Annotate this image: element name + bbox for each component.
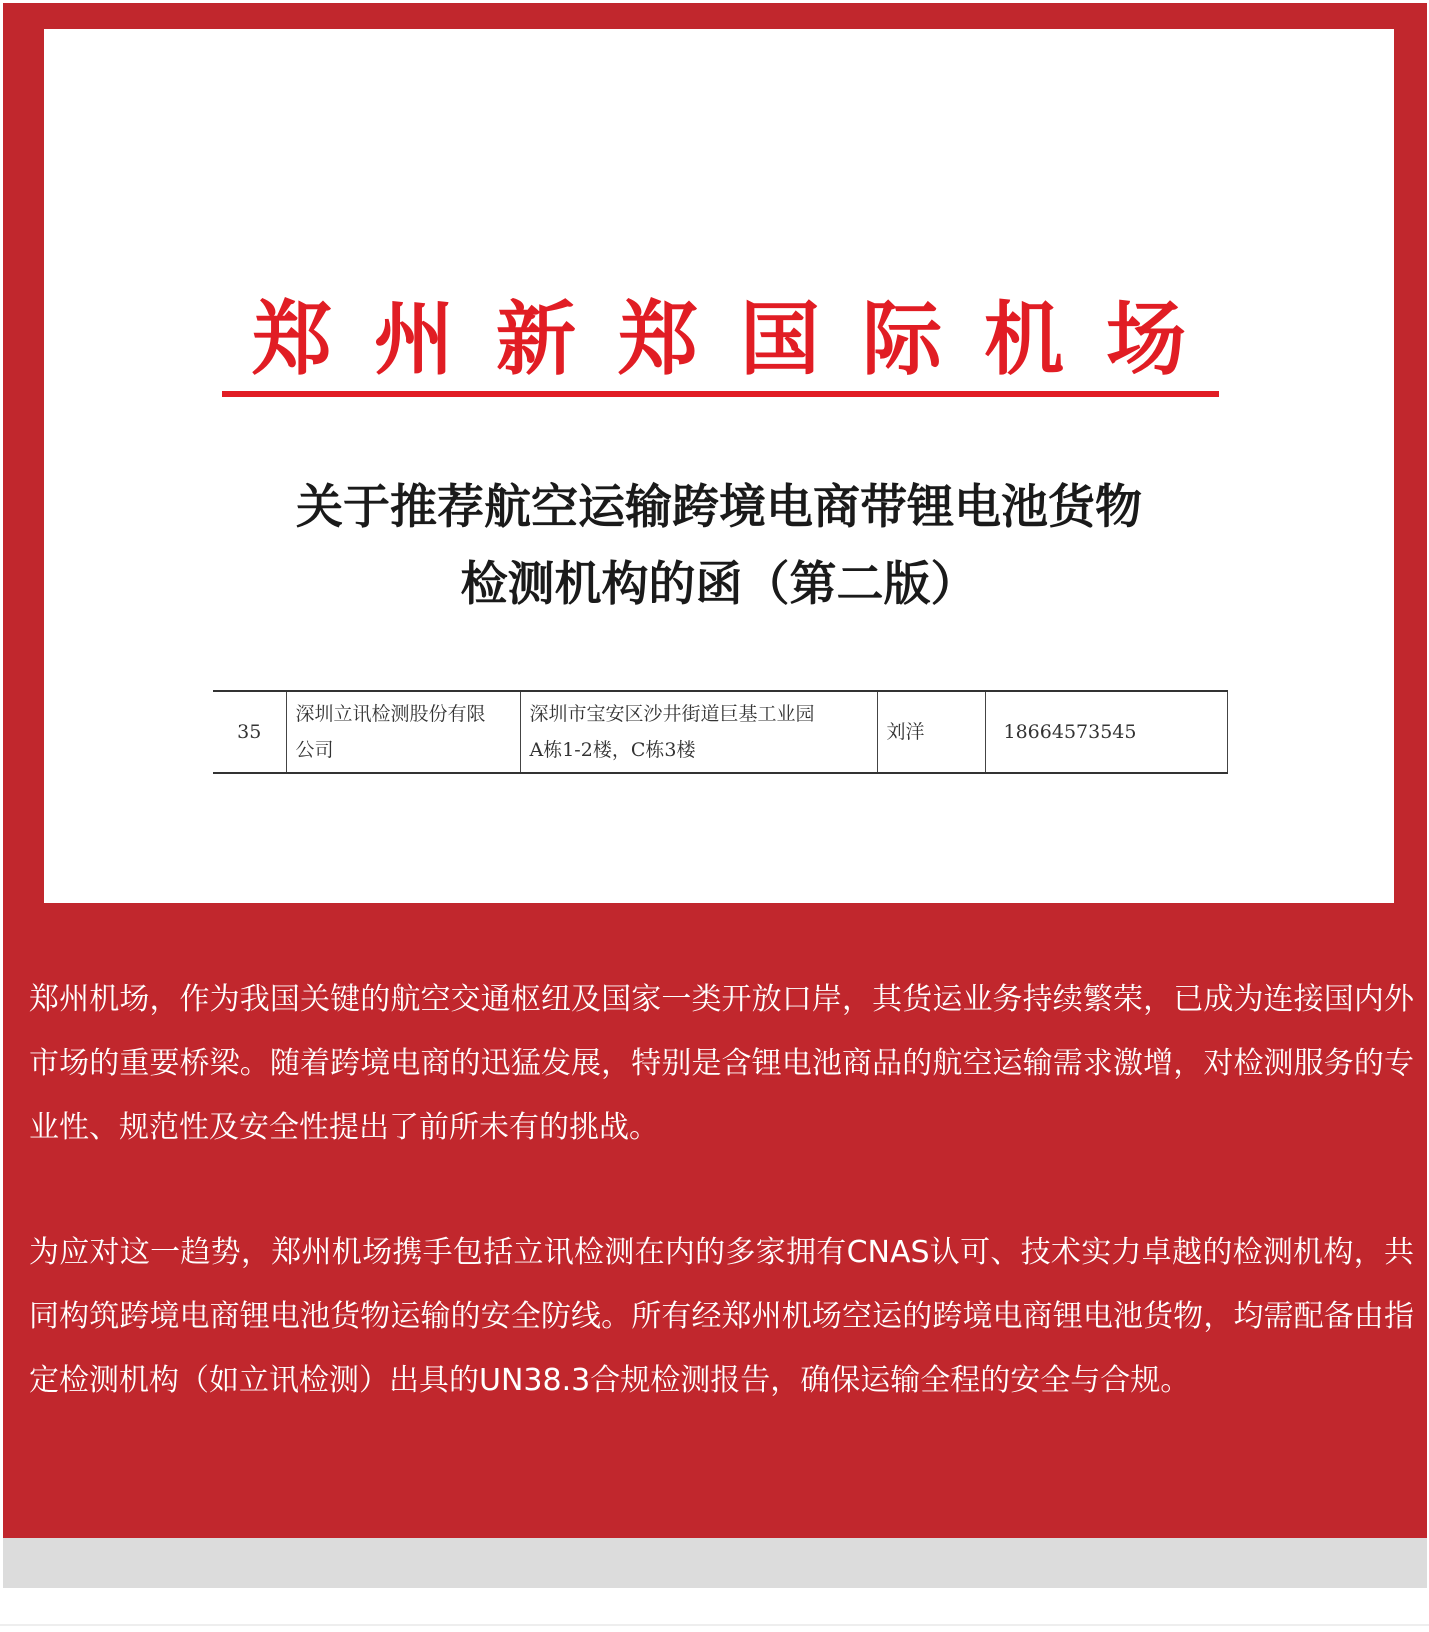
address-line1: 深圳市宝安区沙井街道巨基工业园 bbox=[529, 703, 815, 725]
company-name-line2: 公司 bbox=[295, 739, 334, 761]
company-cell bbox=[286, 691, 520, 773]
grey-footer-band bbox=[3, 1538, 1427, 1588]
bottom-divider bbox=[0, 1624, 1429, 1626]
table-row bbox=[213, 691, 1227, 773]
institution-table bbox=[213, 690, 1228, 774]
phone-cell: 18664573545 bbox=[985, 691, 1227, 773]
letterhead-title: 郑州新郑国际机场 bbox=[252, 292, 1228, 386]
document-image bbox=[44, 29, 1394, 903]
document-title-line1: 关于推荐航空运输跨境电商带锂电池货物 bbox=[296, 480, 1142, 535]
red-background-panel bbox=[3, 3, 1427, 1538]
document-title-line2: 检测机构的函（第二版） bbox=[460, 557, 978, 612]
address-cell bbox=[520, 691, 877, 773]
contact-cell: 刘洋 bbox=[877, 691, 985, 773]
company-name-line1: 深圳立讯检测股份有限 bbox=[295, 703, 486, 725]
paragraph-cooperation: 为应对这一趋势，郑州机场携手包括立讯检测在内的多家拥有CNAS认可、技术实力卓越的检测机构，共同构筑跨境电商锂电池货物运输的安全防线。所有经郑州机场空运的跨境电商锂电池货物，均需配备由指定检测机构（如立讯检测）出具的UN38.3合规检测报告，确保运输全程的安全与合规。 bbox=[29, 1235, 1414, 1398]
paragraph-intro: 郑州机场，作为我国关键的航空交通枢纽及国家一类开放口岸，其货运业务持续繁荣，已成为连接国内外市场的重要桥梁。随着跨境电商的迅猛发展，特别是含锂电池商品的航空运输需求激增，对检测服务的专业性、规范性及安全性提出了前所未有的挑战。 bbox=[29, 982, 1414, 1145]
address-line2: A栋1-2楼，C栋3楼 bbox=[529, 739, 696, 761]
row-number: 35 bbox=[213, 691, 286, 773]
letterhead-red-rule bbox=[222, 391, 1219, 397]
